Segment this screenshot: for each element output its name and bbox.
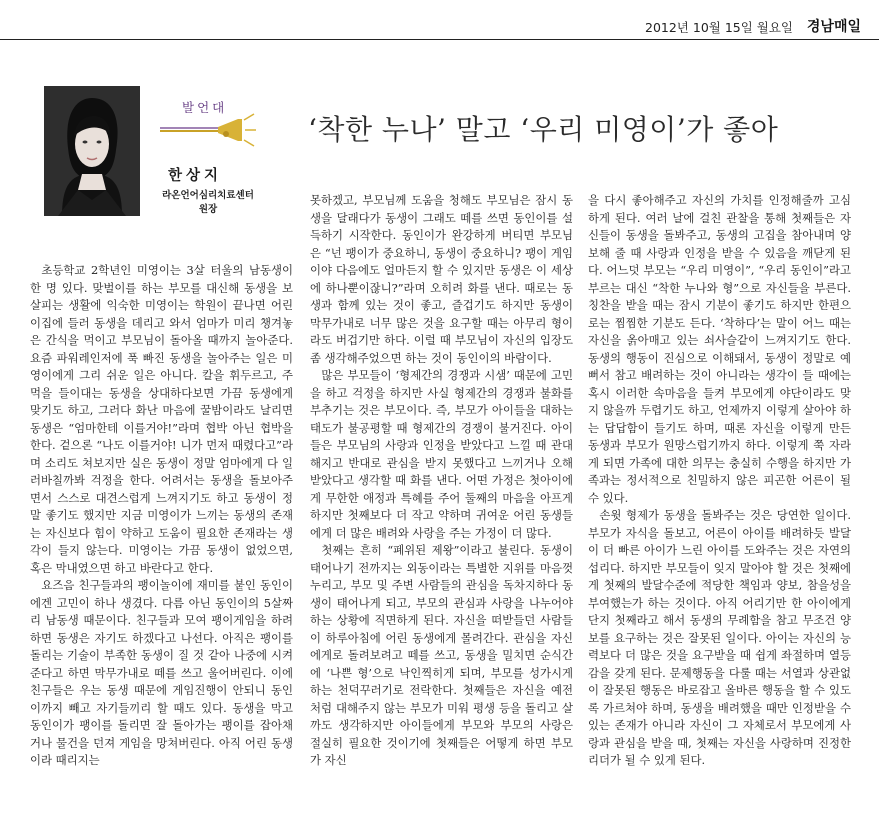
masthead-rule	[0, 39, 879, 40]
paragraph: 많은 부모들이 ‘형제간의 경쟁과 시샘’ 때문에 고민을 하고 걱정을 하지만 사실 형제간의 경쟁과 불화를 부추기는 것은 부모이다. 즉, 부모가 아이들을 대하는 태도가 불공평할 때 형제간의 경쟁이 불거진다. 아이들은 부모님의 사랑과 인정을 받았다고 느낄 때 관대해지고 반대로 관심을 받지 못했다고 느끼거나 오해받았다고 생각할 때 화를 낸다. 어떤 가정은 첫아이에게 무한한 애정과 특혜를 주어 둘째의 마음을 아프게 하지만 첫째보다 더 작고 약하며 귀여운 어린 동생들에게 더 많은 배려와 사랑을 주는 가정이 더 많다.	[310, 368, 573, 540]
column-tag	[160, 98, 260, 148]
trumpet-icon	[160, 98, 260, 148]
paragraph: 요즈음 친구들과의 팽이놀이에 재미를 붙인 동인이에겐 고민이 하나 생겼다. 다름 아닌 동인이의 5살짜리 남동생 때문이다. 친구들과 모여 팽이게임을 하려하면 동생은 자기도 하겠다고 나선다. 아직은 팽이를 돌리는 기술이 부족한 동생이 질 것 같아 나중에 시켜준다고 하면 막무가내로 떼를 쓰고 울어버린다. 이에 친구들은 우는 동생 때문에 게임진행이 안되니 동인이까지 빼고 자기들끼리 할 때도 있다. 동생을 막고 동인이가 팽이를 돌리면 잘 돌아가는 팽이를 잡아채거나 물건을 던져 게임을 망쳐버린다. 아직 어린 동생이라 때리지는	[30, 578, 293, 767]
newspaper-name: 경남매일	[806, 19, 861, 35]
paragraph: 을 다시 좋아해주고 자신의 가치를 인정해줄까 고심하게 된다. 여러 날에 걸친 관찰을 통해 첫째들은 자신들이 동생을 돌봐주고, 동생의 고집을 참아내며 양보해 줄 때 사랑과 인정을 받을 수 있음을 깨닫게 된다. 어느덧 부모는 “우리 미영이”, “우리 동인이”라고 부르는 대신 “착한 누나와 형”으로 자신들을 부른다. 칭찬을 받을 때는 잠시 기분이 좋기도 하지만 한편으로는 찜찜한 기분도 든다. ‘착하다’는 말이 어느 때는 자신을 옭아매고 있는 쇠사슬같이 느껴지기도 한다. 동생의 행동이 진심으로 이해돼서, 동생이 정말로 예뻐서 참고 배려하는 것이 아니라는 생각이 들 때에는 혹시 이러한 속마음을 들켜 부모에게 야단이라도 맞지 않을까 두렵기도 하고, 언제까지 이렇게 살아야 하는 답답함이 들기도 하며, 때론 자신을 이렇게 만든 동생과 부모가 원망스럽기까지 하다. 이렇게 쭉 자라게 되면 가족에 대한 의무는 충실히 수행을 하지만 가족과는 정서적으로 친밀하지 않은 피곤한 어른이 될 수 있다.	[588, 193, 851, 505]
paragraph: 초등학교 2학년인 미영이는 3살 터울의 남동생이 한 명 있다. 맞벌이를 하는 부모를 대신해 동생을 보살피는 생활에 익숙한 미영이는 학원이 끝나면 어린이집에 들러 동생을 데리고 와서 엄마가 미리 챙겨놓은 간식을 먹이고 부모님이 돌아올 때까지 놀아준다. 요즘 파워레인저에 푹 빠진 동생을 놀아주는 일은 미영이에게 그리 쉬운 일은 아니다. 칼을 휘두르고, 주먹을 들이대는 동생을 상대하다보면 가끔 동생에게 맞기도 하고, 그러다 화난 마음에 꿀밤이라도 날리면 동생은 “엄마한테 이를거야!”라며 협박 아닌 협박을 한다. 겉으론 “나도 이를거야! 니가 먼저 때렸다고”라며 소리도 쳐보지만 실은 동생이 정말 엄마에게 다 일러바칠까봐 걱정을 한다. 어려서는 동생을 돌보아주면서 스스로 대견스럽게 느껴지기도 하고 동생이 정말 좋기도 했지만 지금 미영이가 느끼는 동생의 존재는 자신보다 힘이 약하고 도움이 필요한 존재라는 생각이 들지 않는다. 미영이는 가끔 동생이 없었으면, 혹은 막내였으면 하고 바란다고 한다.	[30, 263, 293, 575]
author-org: 라온언어심리치료센터	[162, 190, 254, 201]
article-column-2	[310, 192, 573, 770]
article-column-1	[30, 262, 293, 770]
article-column-3	[588, 192, 851, 770]
paragraph: 첫째는 흔히 “폐위된 제왕”이라고 불린다. 동생이 태어나기 전까지는 외동이라는 특별한 지위를 마음껏 누리고, 부모 및 주변 사람들의 관심을 독차지하다 동생이 태어나게 되고, 부모의 관심과 사랑을 나누어야 하는 상황에 직면하게 된다. 자신을 떠받들던 사람들이 하루아침에 어린 동생에게 몰려간다. 관심을 자신에게로 돌려보려고 떼를 쓰고, 동생을 밀치면 순식간에 ‘나쁜 형’으로 낙인찍히게 되며, 부모를 성가시게 하는 천덕꾸러기로 전락한다. 첫째들은 자신을 예전처럼 대해주지 않는 부모가 미워 평생 등을 돌리고 살까도 생각하지만 아이들에게 부모와 부모의 사랑은 절실히 필요한 것이기에 첫째들은 어떻게 하면 부모가 자신	[310, 543, 573, 767]
column-tag-label: 발언대	[182, 100, 228, 115]
author-name: 한상지	[168, 168, 223, 184]
issue-date: 2012년 10월 15일 월요일	[645, 20, 793, 35]
paragraph: 손윗 형제가 동생을 돌봐주는 것은 당연한 일이다. 부모가 자식을 돌보고, 어른이 아이를 배려하듯 발달이 더 빠른 아이가 느린 아이를 도와주는 것은 자연의 섭리다. 하지만 부모들이 잊지 말아야 할 것은 첫째에게 첫째의 발달수준에 적당한 책임과 양보, 참을성을 부여했는가 하는 것이다. 아직 어리기만 한 아이에게 단지 첫째라고 해서 동생의 무례함을 참고 무조건 양보를 요구하는 것은 잘못된 일이다. 아이는 자신의 능력보다 더 많은 것을 요구받을 때 쉽게 좌절하며 열등감을 갖게 된다. 문제행동을 다룰 때는 서열과 상관없이 잘못된 행동은 바로잡고 올바른 행동을 할 수 있도록 가르쳐야 하며, 동생을 배려했을 때만 인정받을 수 있는 존재가 아니라 자신이 그 자체로서 부모에게 사랑과 관심을 받을 때, 첫째는 자신을 사랑하며 진정한 리더가 될 수 있게 된다.	[588, 508, 851, 767]
headline: ‘착한 누나’ 말고 ‘우리 미영이’가 좋아	[308, 113, 779, 146]
author-photo	[44, 86, 140, 216]
paragraph: 못하겠고, 부모님께 도움을 청해도 부모님은 잠시 동생을 달래다가 동생이 그래도 떼를 쓰면 동인이를 설득하기 시작한다. 동인이가 완강하게 버티면 부모님은 “넌 팽이가 중요하니, 동생이 중요하니? 팽이 게임이야 다음에도 얼마든지 할 수 있지만 동생은 이 세상에 하나뿐이잖니?”라며 오히려 화를 낸다. 때로는 동생과 함께 있는 것이 좋고, 즐겁기도 하지만 동생이 막무가내로 너무 많은 것을 요구할 때는 아무리 형이라도 버겁기만 하다. 이럴 때 부모님이 자신의 입장도 좀 생각해주었으면 하는 것이 동인이의 바람이다.	[310, 193, 573, 365]
author-affiliation	[148, 189, 268, 217]
author-title: 원장	[198, 204, 218, 215]
masthead	[0, 0, 879, 40]
